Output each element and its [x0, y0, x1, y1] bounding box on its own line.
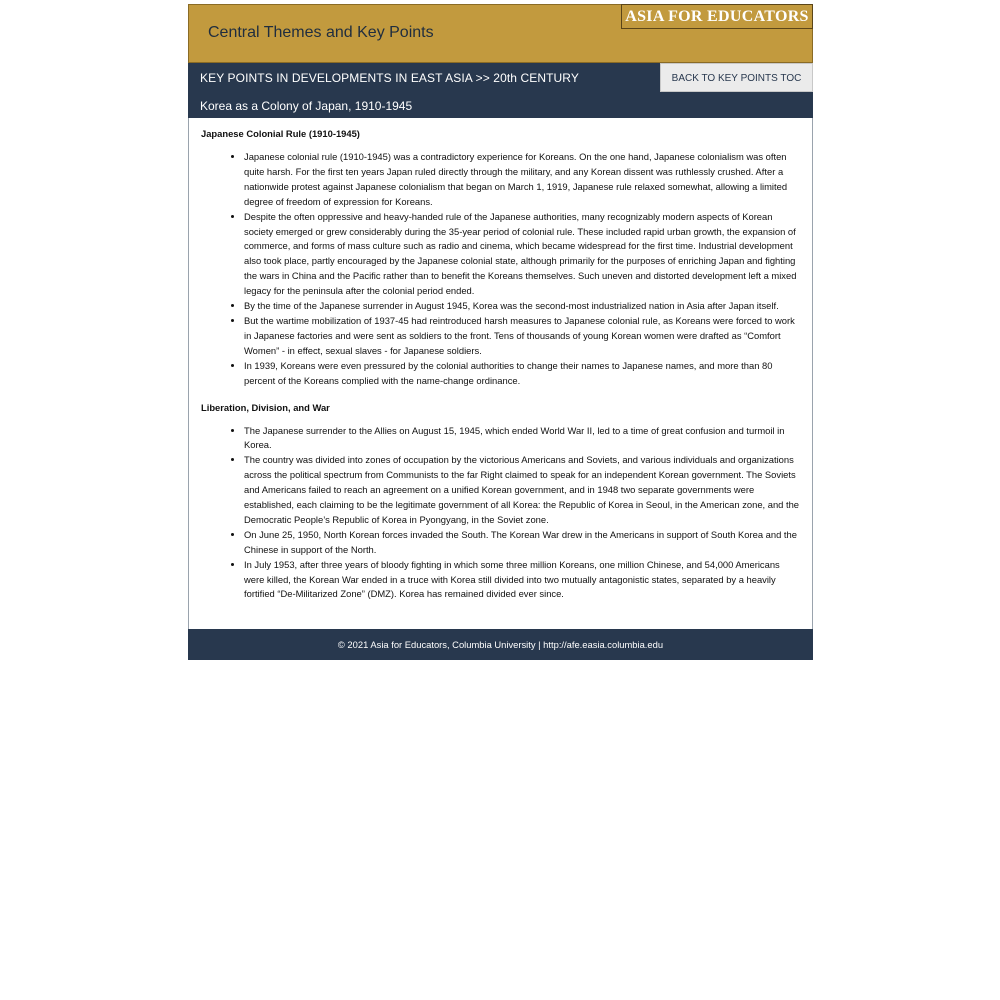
header-banner — [188, 4, 813, 63]
list-item: • The Japanese surrender to the Allies on August 15, 1945, which ended World War II, led to a time of great confusion and turmoil in Korea. — [244, 424, 800, 454]
key-points-list-colonial-rule — [201, 150, 800, 389]
list-item: • In 1939, Koreans were even pressured by the colonial authorities to change their names to Japanese names, and more than 80 percent of the Koreans complied with the name-change ordinance. — [244, 359, 800, 389]
list-item: • The country was divided into zones of occupation by the victorious Americans and Soviets, and various individuals and organizations across the political spectrum from Communists to the far Right claimed to speak for an independent Korean government. The Soviets and Americans failed to reach an agreement on a unified Korean government, and in 1948 two separate governments were established, each claiming to be the legitimate government of all Korea: the Republic of Korea in Seoul, in the American zone, and the Democratic People’s Republic of Korea in Pyongyang, in the Soviet zone. — [244, 453, 800, 528]
key-points-list-liberation — [201, 424, 800, 603]
list-item: • But the wartime mobilization of 1937-45 had reintroduced harsh measures to Japanese colonial rule, as Koreans were forced to work in Japanese factories and were sent as soldiers to the front. Tens of thousands of young Korean women were drafted as “Comfort Women” - in effect, sexual slaves - for Japanese soldiers. — [244, 314, 800, 359]
list-item: • Japanese colonial rule (1910-1945) was a contradictory experience for Koreans. On the one hand, Japanese colonialism was often quite harsh. For the first ten years Japan ruled directly through the military, and any Korean dissent was ruthlessly crushed. After a nationwide protest against Japanese colonialism that began on March 1, 1919, Japanese rule relaxed somewhat, allowing a limited degree of freedom of expression for Koreans. — [244, 150, 800, 210]
list-item: • In July 1953, after three years of bloody fighting in which some three million Koreans, one million Chinese, and 54,000 Americans were killed, the Korean War ended in a truce with Korea still divided into two mutually antagonistic states, separated by a heavily fortified “De-Militarized Zone” (DMZ). Korea has remained divided ever since. — [244, 558, 800, 603]
breadcrumb: KEY POINTS IN DEVELOPMENTS IN EAST ASIA >> 20th CENTURY — [200, 71, 579, 85]
list-item: • On June 25, 1950, North Korean forces invaded the South. The Korean War drew in the Americans in support of South Korea and the Chinese in support of the North. — [244, 528, 800, 558]
footer: © 2021 Asia for Educators, Columbia University | http://afe.easia.columbia.edu — [188, 629, 813, 660]
site-logo[interactable]: ASIA FOR EDUCATORS — [621, 4, 813, 29]
main-content — [188, 118, 813, 629]
back-to-toc-button[interactable]: BACK TO KEY POINTS TOC — [660, 63, 813, 92]
page — [188, 4, 813, 660]
list-item: • Despite the often oppressive and heavy-handed rule of the Japanese authorities, many recognizably modern aspects of Korean society emerged or grew considerably during the 35-year period of colonial rule. These included rapid urban growth, the expansion of commerce, and forms of mass culture such as radio and cinema, which became widespread for the first time. Industrial development also took place, partly encouraged by the Japanese colonial state, although primarily for the purposes of enriching Japan and fighting the wars in China and the Pacific rather than to benefit the Koreans themselves. Such uneven and distorted development left a mixed legacy for the peninsula after the colonial period ended. — [244, 210, 800, 299]
list-item: • By the time of the Japanese surrender in August 1945, Korea was the second-most industrialized nation in Asia after Japan itself. — [244, 299, 800, 314]
page-title: Central Themes and Key Points — [208, 24, 434, 41]
section-title-colonial-rule: Japanese Colonial Rule (1910-1945) — [201, 128, 360, 139]
nav-bar — [188, 63, 813, 118]
section-title-liberation: Liberation, Division, and War — [201, 401, 330, 413]
page-subtitle: Korea as a Colony of Japan, 1910-1945 — [200, 99, 413, 113]
